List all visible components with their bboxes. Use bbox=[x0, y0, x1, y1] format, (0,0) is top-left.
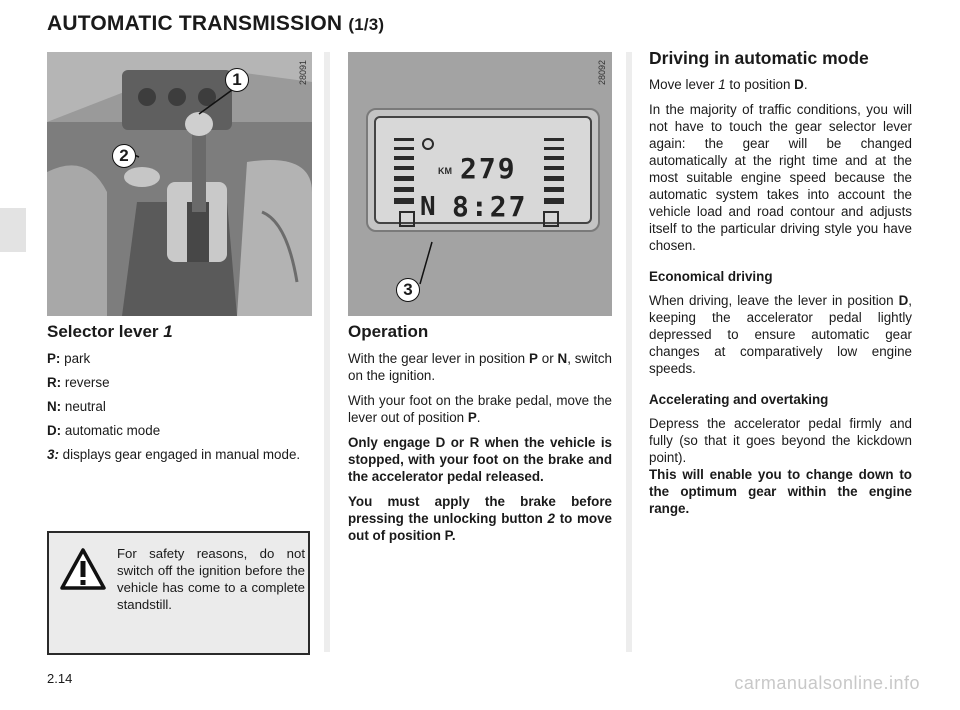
accelerating-bold-text: This will enable you to change down to the optimum gear within the engine range. bbox=[649, 467, 912, 516]
def-key: P: bbox=[47, 351, 61, 366]
page-title bbox=[47, 12, 384, 36]
callout-1: 1 bbox=[225, 68, 249, 92]
section-tab bbox=[0, 208, 26, 252]
callout-2: 2 bbox=[112, 144, 136, 168]
text-bold: P bbox=[528, 351, 538, 366]
text-italic: 2 bbox=[547, 511, 555, 526]
text-italic: 1 bbox=[718, 77, 726, 92]
selector-section bbox=[47, 323, 312, 470]
safety-warning-box bbox=[47, 531, 310, 655]
lcd-unit: KM bbox=[438, 166, 452, 176]
warning-text: For safety reasons, do not switch off the ignition before the vehicle has come to a complete standstill. bbox=[117, 546, 305, 612]
def-text: automatic mode bbox=[64, 423, 161, 438]
selector-heading-text: Selector lever bbox=[47, 322, 159, 341]
text-run: . bbox=[803, 77, 808, 92]
text-bold: D bbox=[794, 77, 804, 92]
selector-lever-illustration bbox=[47, 52, 312, 316]
text-run: to move out of position P. bbox=[348, 511, 613, 543]
text-run: , switch on the ignition. bbox=[348, 351, 612, 383]
driving-section bbox=[649, 50, 912, 525]
callout-3: 3 bbox=[396, 278, 420, 302]
def-item bbox=[47, 422, 312, 439]
def-key: D: bbox=[47, 423, 62, 438]
def-key: 3: bbox=[47, 447, 59, 462]
title-part: (1/3) bbox=[348, 15, 385, 34]
text-run: With your foot on the brake pedal, move the lever out of position bbox=[348, 393, 612, 425]
driving-para-2: In the majority of traffic conditions, you will not have to touch the gear selector lever again: the gear will be changed automatically at the right time and at the most suitable engine speed because the automatic system takes into account the vehicle load and road contour and adjusts itself to the particular driving style you have chosen. bbox=[649, 102, 912, 253]
text-bold: N bbox=[557, 351, 568, 366]
page-number: 2.14 bbox=[47, 671, 73, 686]
selector-heading-ref: 1 bbox=[163, 322, 173, 341]
def-item bbox=[47, 350, 312, 367]
economical-heading: Economical driving bbox=[649, 269, 773, 284]
accelerating-heading: Accelerating and overtaking bbox=[649, 392, 829, 407]
def-item bbox=[47, 374, 312, 391]
text-run: Move lever bbox=[649, 77, 719, 92]
text-run: , keeping the accelerator pedal lightly depressed to ensure automatic gear changes at comparatively low engine speeds. bbox=[649, 293, 912, 376]
def-key: R: bbox=[47, 375, 62, 390]
title-text: AUTOMATIC TRANSMISSION bbox=[47, 12, 343, 35]
instrument-display-photo bbox=[348, 52, 612, 316]
text-run: With the gear lever in position bbox=[348, 351, 529, 366]
driving-heading: Driving in automatic mode bbox=[649, 48, 869, 68]
def-text: neutral bbox=[64, 399, 106, 414]
text-run: to position bbox=[725, 77, 795, 92]
def-text: displays gear engaged in manual mode. bbox=[62, 447, 301, 462]
text-run: When driving, leave the lever in position bbox=[649, 293, 899, 308]
lcd-gear: N bbox=[420, 192, 436, 222]
operation-para-2 bbox=[348, 392, 612, 426]
text-run: . bbox=[476, 410, 481, 425]
def-text: park bbox=[64, 351, 91, 366]
selector-lever-photo bbox=[47, 52, 312, 316]
operation-heading: Operation bbox=[348, 322, 429, 341]
text-bold: D bbox=[898, 293, 909, 308]
def-key: N: bbox=[47, 399, 62, 414]
def-item bbox=[47, 446, 312, 463]
column-divider bbox=[324, 52, 330, 652]
lcd-time: 8:27 bbox=[452, 190, 528, 223]
lcd-distance: 279 bbox=[460, 152, 517, 185]
warning-triangle-icon bbox=[59, 547, 107, 591]
def-item bbox=[47, 398, 312, 415]
def-text: reverse bbox=[64, 375, 110, 390]
text-bold: P bbox=[467, 410, 477, 425]
photo-code: 28092 bbox=[597, 60, 607, 86]
column-divider bbox=[626, 52, 632, 652]
operation-para-1 bbox=[348, 350, 612, 384]
photo-code: 28091 bbox=[298, 60, 308, 86]
operation-para-3: Only engage D or R when the vehicle is stopped, with your foot on the brake and the accelerator pedal released. bbox=[348, 435, 612, 484]
operation-para-4 bbox=[348, 493, 612, 544]
text-run: or bbox=[537, 351, 558, 366]
text-run: You must apply the brake before pressing the unlocking button bbox=[348, 494, 612, 526]
watermark: carmanualsonline.info bbox=[734, 673, 920, 693]
economical-text bbox=[649, 292, 912, 377]
selector-heading bbox=[47, 323, 312, 340]
driving-para-1 bbox=[649, 76, 912, 93]
operation-section bbox=[348, 323, 612, 552]
accelerating-text: Depress the accelerator pedal firmly and fully (so that it goes beyond the kickdown point). bbox=[649, 416, 912, 465]
